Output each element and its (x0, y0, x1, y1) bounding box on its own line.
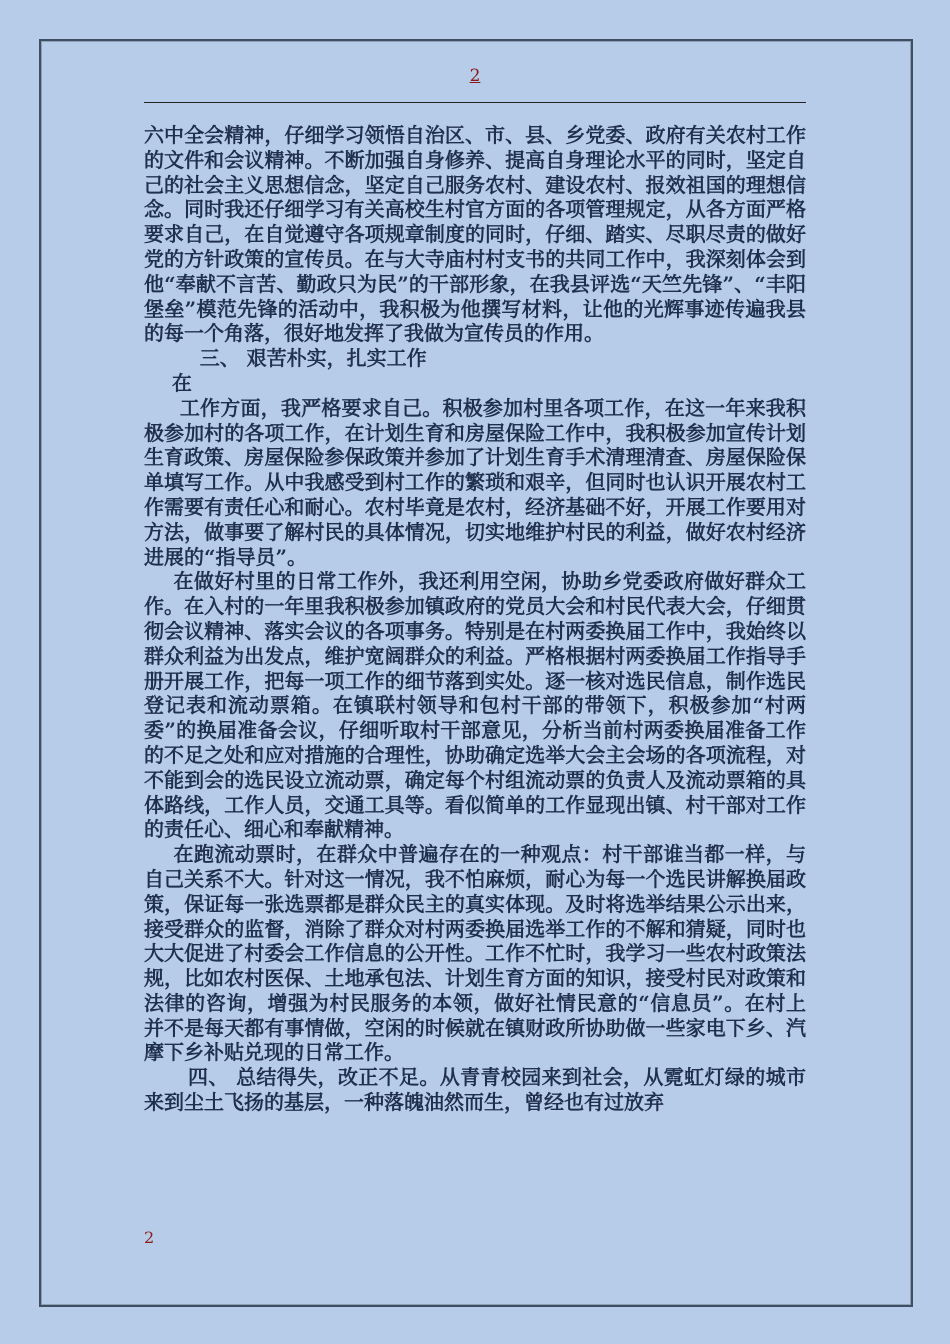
paragraph: 在 (144, 370, 192, 395)
document-body (144, 123, 806, 1115)
paragraph: 在跑流动票时，在群众中普遍存在的一种观点：村干部谁当都一样，与自己关系不大。针对这一情况，我不怕麻烦，耐心为每一个选民讲解换届政策，保证每一张选票都是群众民主的真实体现。及时将选举结果公示出来，接受群众的监督，消除了群众对村两委换届选举工作的不解和猜疑，同时也大大促进了村委会工作信息的公开性。工作不忙时，我学习一些农村政策法规，比如农村医保、土地承包法、计划生育方面的知识，接受村民对政策和法律的咨询，增强为村民服务的本领，做好社情民意的“信息员”。在村上并不是每天都有事情做，空闲的时候就在镇财政所协助做一些家电下乡、汽摩下乡补贴兑现的日常工作。 (144, 842, 806, 1065)
paragraph: 在做好村里的日常工作外，我还利用空闲，协助乡党委政府做好群众工作。在入村的一年里我积极参加镇政府的党员大会和村民代表大会，仔细贯彻会议精神、落实会议的各项事务。特别是在村两委换届工作中，我始终以群众利益为出发点，维护宽阔群众的利益。严格根据村两委换届工作指导手册开展工作，把每一项工作的细节落到实处。逐一核对选民信息，制作选民登记表和流动票箱。在镇联村领导和包村干部的带领下，积极参加“村两委”的换届准备会议，仔细听取村干部意见，分析当前村两委换届准备工作的不足之处和应对措施的合理性，协助确定选举大会主会场的各项流程，对不能到会的选民设立流动票，确定每个村组流动票的负责人及流动票箱的具体路线，工作人员，交通工具等。看似简单的工作显现出镇、村干部对工作的责任心、细心和奉献精神。 (144, 569, 806, 842)
section-heading: 四、 总结得失，改正不足。从青青校园来到社会，从霓虹灯绿的城市来到尘土飞扬的基层，一种落魄油然而生，曾经也有过放弃 (144, 1065, 807, 1115)
footer-page-number: 2 (144, 1228, 155, 1247)
header-page-number: 2 (469, 66, 481, 86)
section-heading: 三、 艰苦朴实，扎实工作 (144, 346, 427, 371)
header-divider (144, 102, 806, 103)
paragraph: 六中全会精神，仔细学习领悟自治区、市、县、乡党委、政府有关农村工作的文件和会议精神。不断加强自身修养、提高自身理论水平的同时，坚定自己的社会主义思想信念，坚定自己服务农村、建设农村、报效祖国的理想信念。同时我还仔细学习有关高校生村官方面的各项管理规定，从各方面严格要求自己，在自觉遵守各项规章制度的同时，仔细、踏实、尽职尽责的做好党的方针政策的宣传员。在与大寺庙村村支书的共同工作中，我深刻体会到他“奉献不言苦、勤政只为民”的干部形象，在我县评选“天竺先锋”、“丰阳堡垒”模范先锋的活动中，我积极为他撰写材料，让他的光辉事迹传遍我县的每一个角落，很好地发挥了我做为宣传员的作用。 (144, 123, 806, 346)
paragraph: 工作方面，我严格要求自己。积极参加村里各项工作，在这一年来我积极参加村的各项工作，在计划生育和房屋保险工作中，我积极参加宣传计划生育政策、房屋保险参保政策并参加了计划生育手术清理清查、房屋保险保单填写工作。从中我感受到村工作的繁琐和艰辛，但同时也认识开展农村工作需要有责任心和耐心。农村毕竟是农村，经济基础不好，开展工作要用对方法，做事要了解村民的具体情况，切实地维护村民的利益，做好农村经济进展的“指导员”。 (144, 395, 806, 569)
